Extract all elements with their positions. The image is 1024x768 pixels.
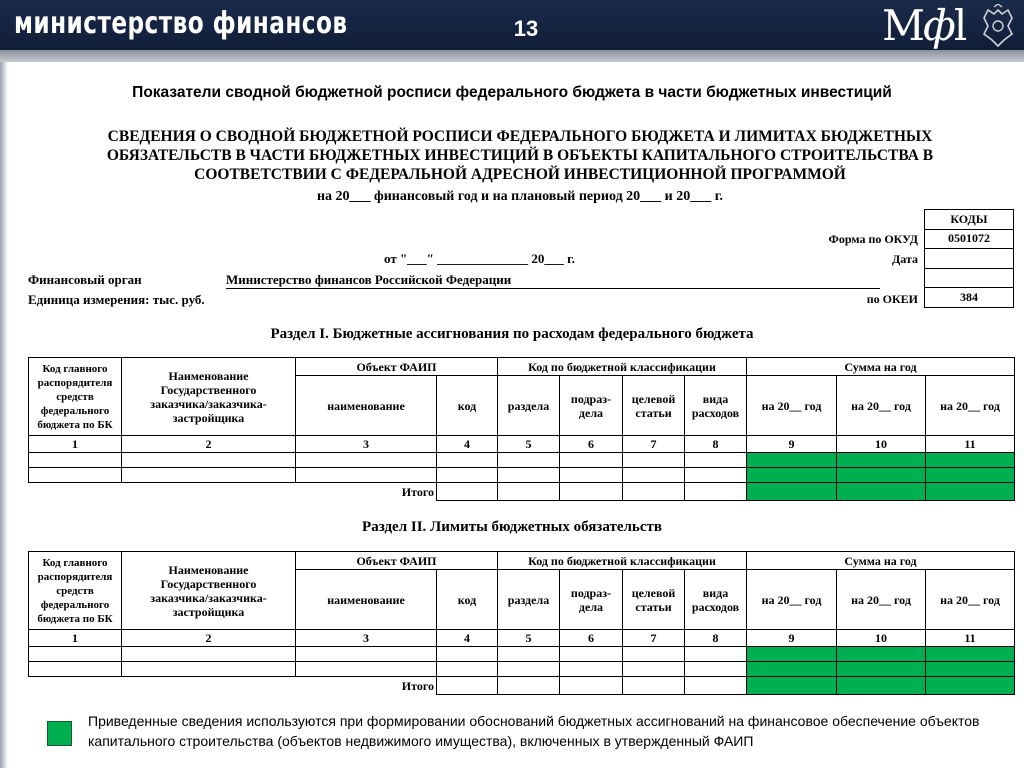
page-number: 13 xyxy=(513,16,539,41)
num-cell: 9 xyxy=(747,630,837,647)
section-2-table xyxy=(28,551,1015,695)
col-customer-header: Наименование Государственного заказчика/заказчика- застройщика xyxy=(122,358,296,436)
document-title xyxy=(40,127,1000,184)
year-1-header: на 20__ год xyxy=(747,376,837,436)
num-cell: 5 xyxy=(498,630,560,647)
year-2-header: на 20__ год xyxy=(837,376,926,436)
budget-class-header: Код по бюджетной классификации xyxy=(498,552,747,570)
fin-organ-underline xyxy=(226,288,880,289)
legend-text: Приведенные сведения используются при формировании обоснований бюджетных ассигнований на финансовое обеспечение объектов капитального строительства (объектов недвижимого имущества), включенных в утвержденный ФАИП xyxy=(88,713,980,749)
target-header: целевой статьи xyxy=(623,376,685,436)
num-cell: 6 xyxy=(560,630,623,647)
num-cell: 7 xyxy=(623,630,685,647)
section-header: раздела xyxy=(498,376,560,436)
left-edge-shade xyxy=(0,62,8,768)
title-line-1: СВЕДЕНИЯ О СВОДНОЙ БЮДЖЕТНОЙ РОСПИСИ ФЕДЕРАЛЬНОГО БЮДЖЕТА И ЛИМИТАХ БЮДЖЕТНЫХ xyxy=(107,128,933,145)
logo-f: ф xyxy=(923,1,954,50)
green-cell xyxy=(926,453,1015,468)
green-cell xyxy=(926,468,1015,483)
fin-organ-label: Финансовый орган xyxy=(28,272,142,287)
green-cell xyxy=(837,483,926,501)
green-cell xyxy=(926,483,1015,501)
num-cell: 9 xyxy=(747,436,837,453)
eagle-crest-icon xyxy=(978,4,1018,48)
legend-green-swatch xyxy=(47,721,72,746)
logo-m: М xyxy=(882,1,924,50)
sum-year-header: Сумма на год xyxy=(747,358,1015,376)
green-cell xyxy=(926,662,1015,677)
numbers-row xyxy=(29,436,1015,453)
num-cell: 2 xyxy=(122,436,296,453)
col-gr-code-header: Код главного распорядителя средств федерального бюджета по БК xyxy=(29,358,122,436)
num-cell: 4 xyxy=(437,630,498,647)
unit-label: Единица измерения: тыс. руб. xyxy=(28,292,205,307)
numbers-row xyxy=(29,630,1015,647)
num-cell: 3 xyxy=(296,630,437,647)
budget-class-header: Код по бюджетной классификации xyxy=(498,358,747,376)
table-row xyxy=(29,453,1015,468)
from-date: от "___" ______________ 20___ г. xyxy=(384,251,575,266)
section-2-title: Раздел II. Лимиты бюджетных обязательств xyxy=(362,519,662,535)
subsection-header: подраз- дела xyxy=(560,376,623,436)
minfin-logo xyxy=(882,2,974,50)
section-1-table xyxy=(28,357,1015,501)
green-cell xyxy=(747,662,837,677)
total-row xyxy=(29,483,1015,501)
logo-bar: l xyxy=(953,1,966,50)
green-cell xyxy=(926,647,1015,662)
total-label: Итого xyxy=(401,484,434,499)
total-label: Итого xyxy=(401,678,434,693)
sum-year-header: Сумма на год xyxy=(747,552,1015,570)
section-1-title: Раздел I. Бюджетные ассигнования по расходам федерального бюджета xyxy=(270,326,754,342)
date-value xyxy=(925,249,1014,269)
code-header: код xyxy=(437,376,498,436)
green-cell xyxy=(747,453,837,468)
faip-header: Объект ФАИП xyxy=(296,358,498,376)
num-cell: 3 xyxy=(296,436,437,453)
green-cell xyxy=(747,647,837,662)
year-3-header: на 20__ год xyxy=(926,376,1015,436)
blank-code xyxy=(925,268,1014,288)
green-cell xyxy=(926,677,1015,695)
num-cell: 11 xyxy=(926,630,1015,647)
green-cell xyxy=(837,468,926,483)
codes-header: КОДЫ xyxy=(925,210,1014,230)
num-cell: 8 xyxy=(685,630,747,647)
col-customer-header: Наименование Государственного заказчика/заказчика- застройщика xyxy=(122,552,296,630)
year-1-header: на 20__ год xyxy=(747,570,837,630)
table-row xyxy=(29,662,1015,677)
document-period: на 20___ финансовый год и на плановый период 20___ и 20___ г. xyxy=(316,189,724,204)
num-cell: 1 xyxy=(29,630,122,647)
subsection-header: подраз- дела xyxy=(560,570,623,630)
expense-header: вида расходов xyxy=(685,570,747,630)
name-header: наименование xyxy=(296,376,437,436)
num-cell: 6 xyxy=(560,436,623,453)
okei-label: по ОКЕИ xyxy=(866,292,918,306)
title-line-3: СООТВЕТСТВИИ С ФЕДЕРАЛЬНОЙ АДРЕСНОЙ ИНВЕСТИЦИОННОЙ ПРОГРАММОЙ xyxy=(194,166,846,183)
num-cell: 1 xyxy=(29,436,122,453)
col-gr-code-header: Код главного распорядителя средств федерального бюджета по БК xyxy=(29,552,122,630)
okud-value: 0501072 xyxy=(925,229,1014,249)
green-cell xyxy=(837,677,926,695)
fin-organ-value: Министерство финансов Российской Федерации xyxy=(226,272,512,287)
num-cell: 4 xyxy=(437,436,498,453)
faip-header: Объект ФАИП xyxy=(296,552,498,570)
num-cell: 5 xyxy=(498,436,560,453)
target-header: целевой статьи xyxy=(623,570,685,630)
code-header: код xyxy=(437,570,498,630)
green-cell xyxy=(837,647,926,662)
green-cell xyxy=(837,453,926,468)
total-row xyxy=(29,677,1015,695)
green-cell xyxy=(837,662,926,677)
num-cell: 2 xyxy=(122,630,296,647)
ministry-brand: министерство финансов xyxy=(14,6,348,41)
year-3-header: на 20__ год xyxy=(926,570,1015,630)
num-cell: 10 xyxy=(837,436,926,453)
green-cell xyxy=(747,677,837,695)
okud-label: Форма по ОКУД xyxy=(828,232,918,246)
expense-header: вида расходов xyxy=(685,376,747,436)
green-cell xyxy=(747,468,837,483)
section-header: раздела xyxy=(498,570,560,630)
header-shelf xyxy=(0,50,1024,62)
title-line-2: ОБЯЗАТЕЛЬСТВ В ЧАСТИ БЮДЖЕТНЫХ ИНВЕСТИЦИЙ В ОБЪЕКТЫ КАПИТАЛЬНОГО СТРОИТЕЛЬСТВА В xyxy=(106,147,934,164)
codes-box xyxy=(924,209,1014,308)
table-row xyxy=(29,468,1015,483)
year-2-header: на 20__ год xyxy=(837,570,926,630)
num-cell: 8 xyxy=(685,436,747,453)
date-label: Дата xyxy=(892,252,918,266)
num-cell: 10 xyxy=(837,630,926,647)
num-cell: 11 xyxy=(926,436,1015,453)
table-row xyxy=(29,647,1015,662)
name-header: наименование xyxy=(296,570,437,630)
slide-subtitle: Показатели сводной бюджетной росписи федерального бюджета в части бюджетных инвестиций xyxy=(132,84,892,101)
okei-value: 384 xyxy=(925,288,1014,308)
green-cell xyxy=(747,483,837,501)
num-cell: 7 xyxy=(623,436,685,453)
